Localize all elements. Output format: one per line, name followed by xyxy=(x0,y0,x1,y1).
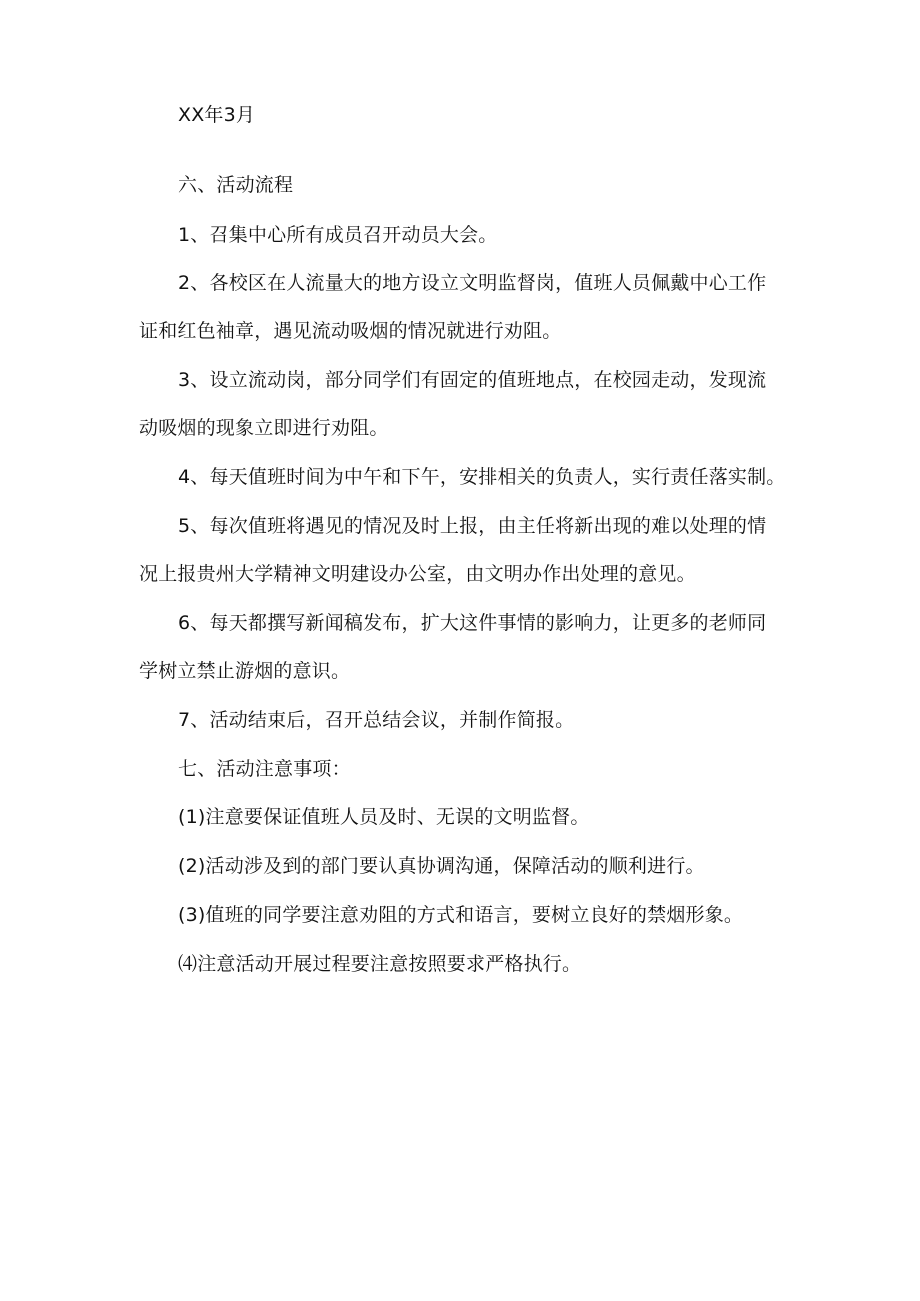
process-item-4: 4、每天值班时间为中午和下午，安排相关的负责人，实行责任落实制。 xyxy=(178,466,786,488)
process-item-5-line-2: 况上报贵州大学精神文明建设办公室，由文明办作出处理的意见。 xyxy=(139,563,696,585)
note-item-4: ⑷注意活动开展过程要注意按照要求严格执行。 xyxy=(178,953,582,975)
date-line: XX年3月 xyxy=(178,104,256,126)
note-item-3: (3)值班的同学要注意劝阻的方式和语言，要树立良好的禁烟形象。 xyxy=(178,904,744,926)
process-item-1: 1、召集中心所有成员召开动员大会。 xyxy=(178,224,498,246)
note-item-1: (1)注意要保证值班人员及时、无误的文明监督。 xyxy=(178,806,590,828)
process-item-2-line-2: 证和红色袖章，遇见流动吸烟的情况就进行劝阻。 xyxy=(139,320,562,342)
process-item-7: 7、活动结束后，召开总结会议，并制作简报。 xyxy=(178,709,575,731)
process-item-3-line-2: 动吸烟的现象立即进行劝阻。 xyxy=(139,417,389,439)
section-7-heading: 七、活动注意事项： xyxy=(178,758,351,780)
process-item-3-line-1: 3、设立流动岗，部分同学们有固定的值班地点，在校园走动，发现流 xyxy=(178,369,767,391)
section-6-heading: 六、活动流程 xyxy=(178,174,294,196)
process-item-2-line-1: 2、各校区在人流量大的地方设立文明监督岗，值班人员佩戴中心工作 xyxy=(178,272,767,294)
note-item-2: (2)活动涉及到的部门要认真协调沟通，保障活动的顺利进行。 xyxy=(178,855,705,877)
process-item-6-line-1: 6、每天都撰写新闻稿发布，扩大这件事情的影响力，让更多的老师同 xyxy=(178,612,767,634)
process-item-6-line-2: 学树立禁止游烟的意识。 xyxy=(139,660,351,682)
process-item-5-line-1: 5、每次值班将遇见的情况及时上报，由主任将新出现的难以处理的情 xyxy=(178,515,767,537)
